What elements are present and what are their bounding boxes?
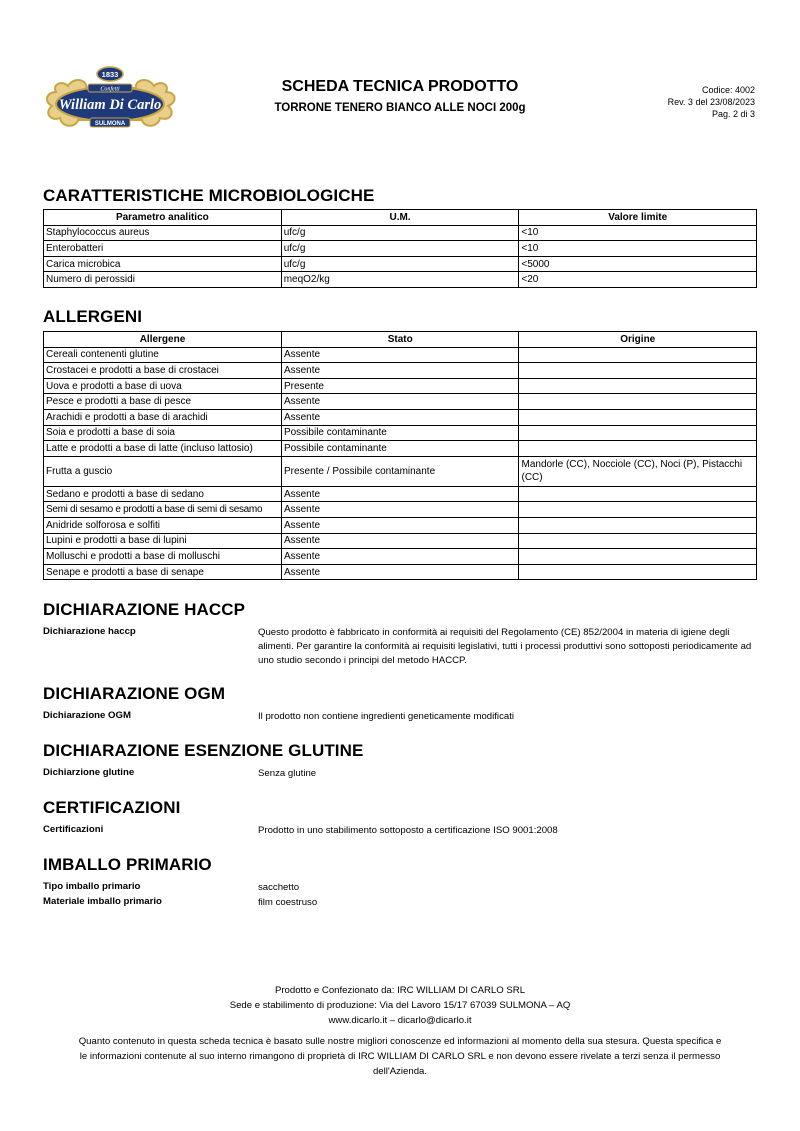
table-row [44, 256, 757, 272]
table-cell [519, 517, 757, 533]
table-row [44, 225, 757, 241]
table-cell: Possibile contaminante [281, 441, 519, 457]
table-cell: ufc/g [281, 256, 519, 272]
document-code: Codice: 4002 [701, 85, 755, 95]
product-name: TORRONE TENERO BIANCO ALLE NOCI 200g [274, 102, 526, 114]
table-cell: meqO2/kg [281, 272, 519, 288]
table-cell [519, 363, 757, 379]
table-header-row [44, 332, 757, 348]
column-header: Stato [281, 332, 519, 348]
table-cell: Soia e prodotti a base di soia [44, 425, 282, 441]
table-cell: ufc/g [281, 225, 519, 241]
table-cell: Uova e prodotti a base di uova [44, 378, 282, 394]
document-revision: Rev. 3 del 23/08/2023 [667, 97, 755, 107]
table-cell: Assente [281, 564, 519, 580]
micro-table [43, 209, 757, 288]
table-cell: Latte e prodotti a base di latte (incluso lattosio) [44, 441, 282, 457]
william-di-carlo-logo [44, 62, 176, 138]
table-cell: <20 [519, 272, 757, 288]
table-row [44, 441, 757, 457]
glutine-text: Senza glutine [258, 768, 317, 779]
column-header: Allergene [44, 332, 282, 348]
footer-contacts: www.dicarlo.it – dicarlo@dicarlo.it [328, 1015, 472, 1026]
table-cell: Frutta a guscio [44, 456, 282, 486]
imballo-tipo-value: sacchetto [258, 882, 300, 893]
ogm-label: Dichiarazione OGM [43, 710, 131, 721]
table-row [44, 425, 757, 441]
table-row [44, 378, 757, 394]
section-title-ogm: DICHIARAZIONE OGM [43, 684, 226, 703]
table-cell: Assente [281, 502, 519, 518]
table-cell [519, 378, 757, 394]
footer-address: Sede e stabilimento di produzione: Via del Lavoro 15/17 67039 SULMONA – AQ [229, 1000, 571, 1011]
table-cell [519, 549, 757, 565]
table-cell: ufc/g [281, 241, 519, 257]
section-title-certificazioni: CERTIFICAZIONI [43, 798, 181, 817]
allergeni-table [43, 331, 757, 580]
column-header: Parametro analitico [44, 210, 282, 226]
table-cell: Arachidi e prodotti a base di arachidi [44, 409, 282, 425]
table-cell: Assente [281, 486, 519, 502]
certificazioni-label: Certificazioni [43, 824, 104, 835]
section-title-glutine: DICHIARAZIONE ESENZIONE GLUTINE [43, 741, 364, 760]
table-row [44, 347, 757, 363]
table-row [44, 564, 757, 580]
glutine-label: Dichiarzione glutine [43, 767, 135, 778]
table-cell: <10 [519, 241, 757, 257]
table-row [44, 409, 757, 425]
table-cell: Presente / Possibile contaminante [281, 456, 519, 486]
table-cell [519, 533, 757, 549]
table-cell: Presente [281, 378, 519, 394]
table-cell: Assente [281, 363, 519, 379]
table-row [44, 272, 757, 288]
ogm-text: Il prodotto non contiene ingredienti geneticamente modificati [258, 711, 514, 722]
imballo-tipo-label: Tipo imballo primario [43, 881, 141, 892]
imballo-materiale-label: Materiale imballo primario [43, 896, 162, 907]
table-cell: Assente [281, 347, 519, 363]
table-row [44, 502, 757, 518]
table-row [44, 363, 757, 379]
table-cell: Anidride solforosa e solfiti [44, 517, 282, 533]
haccp-label: Dichiarazione haccp [43, 626, 136, 637]
logo-city: SULMONA [94, 121, 126, 127]
table-cell: Assente [281, 409, 519, 425]
table-cell: Possibile contaminante [281, 425, 519, 441]
footer-producer: Prodotto e Confezionato da: IRC WILLIAM DI CARLO SRL [274, 985, 526, 996]
imballo-materiale-value: film coestruso [258, 897, 318, 908]
table-row [44, 533, 757, 549]
column-header: Valore limite [519, 210, 757, 226]
logo-brand-name: William Di Carlo [58, 97, 162, 113]
table-cell [519, 394, 757, 410]
haccp-text: Questo prodotto è fabbricato in conformità ai requisiti del Regolamento (CE) 852/2004 in materia di igiene degli alimenti. Per garantire la conformità ai requisiti legislativi, tutti i processi produttivi sono sottoposti periodicamente ad uno studio secondo i principi del metodo HACCP. [258, 627, 752, 666]
table-cell: Pesce e prodotti a base di pesce [44, 394, 282, 410]
table-cell: Lupini e prodotti a base di lupini [44, 533, 282, 549]
section-title-microbiologiche: CARATTERISTICHE MICROBIOLOGICHE [43, 186, 375, 205]
certificazioni-text: Prodotto in uno stabilimento sottoposto a certificazione ISO 9001:2008 [258, 825, 558, 836]
section-title-allergeni: ALLERGENI [43, 307, 143, 326]
table-row [44, 241, 757, 257]
table-cell [519, 564, 757, 580]
table-cell: Numero di perossidi [44, 272, 282, 288]
table-row [44, 394, 757, 410]
table-cell: Assente [281, 517, 519, 533]
table-row [44, 486, 757, 502]
table-cell: Staphylococcus aureus [44, 225, 282, 241]
table-cell: Assente [281, 549, 519, 565]
section-title-imballo: IMBALLO PRIMARIO [43, 855, 212, 874]
table-cell: Enterobatteri [44, 241, 282, 257]
table-cell [519, 502, 757, 518]
table-cell: Crostacei e prodotti a base di crostacei [44, 363, 282, 379]
table-cell: Semi di sesamo e prodotti a base di semi di sesamo [44, 502, 282, 518]
logo-year: 1833 [101, 70, 119, 79]
footer-disclaimer: Quanto contenuto in questa scheda tecnica è basato sulle nostre migliori conoscenze ed informazioni al momento della sua stesura. Questa specifica e le informazioni contenute al suo interno rimangono di proprietà di IRC WILLIAM DI CARLO SRL e non devono essere rivelate a terzi senza il permesso dell'Azienda. [78, 1036, 722, 1077]
footer-company [60, 983, 740, 1028]
document-title: SCHEDA TECNICA PRODOTTO [281, 78, 519, 95]
table-row [44, 456, 757, 486]
table-cell: Molluschi e prodotti a base di molluschi [44, 549, 282, 565]
table-cell: Assente [281, 533, 519, 549]
table-cell: Sedano e prodotti a base di sedano [44, 486, 282, 502]
section-title-haccp: DICHIARAZIONE HACCP [43, 600, 246, 619]
table-cell: Mandorle (CC), Nocciole (CC), Noci (P), Pistacchi (CC) [519, 456, 757, 486]
table-row [44, 517, 757, 533]
logo-brand-top: Confetti [100, 86, 120, 93]
table-cell: Cereali contenenti glutine [44, 347, 282, 363]
table-cell [519, 425, 757, 441]
table-cell [519, 347, 757, 363]
column-header: Origine [519, 332, 757, 348]
table-cell [519, 486, 757, 502]
table-cell [519, 409, 757, 425]
table-cell [519, 441, 757, 457]
table-cell: <5000 [519, 256, 757, 272]
page-number: Pag. 2 di 3 [711, 109, 755, 119]
table-header-row [44, 210, 757, 226]
document-meta [668, 84, 755, 120]
table-cell: Carica microbica [44, 256, 282, 272]
table-cell: Assente [281, 394, 519, 410]
column-header: U.M. [281, 210, 519, 226]
table-cell: <10 [519, 225, 757, 241]
table-row [44, 549, 757, 565]
table-cell: Senape e prodotti a base di senape [44, 564, 282, 580]
